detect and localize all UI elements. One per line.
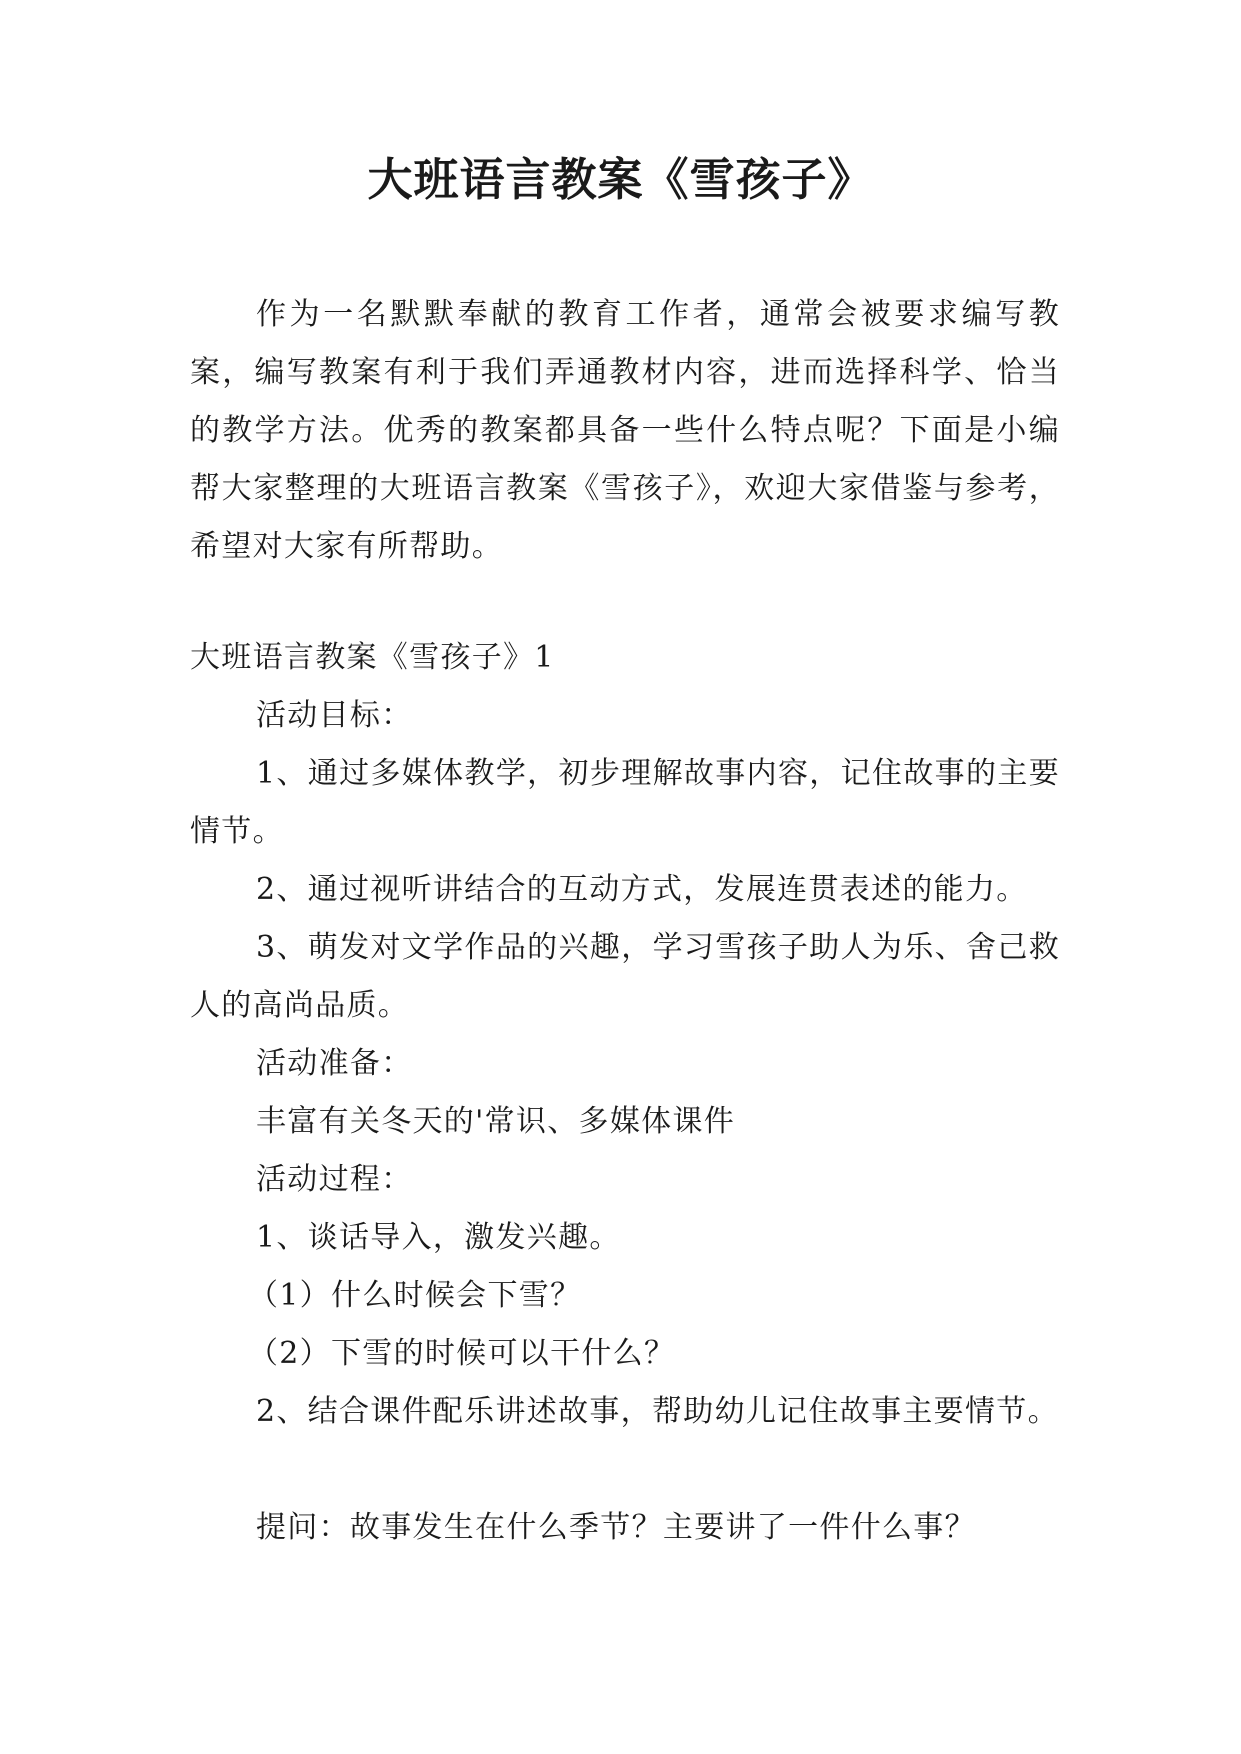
goal-item-2: 2、通过视听讲结合的互动方式，发展连贯表述的能力。 bbox=[256, 872, 1028, 907]
process-step-1: 1、谈话导入，激发兴趣。 bbox=[256, 1220, 621, 1255]
question-prompt: 提问：故事发生在什么季节？主要讲了一件什么事？ bbox=[256, 1510, 976, 1545]
goal-item-1: 1、通过多媒体教学，初步理解故事内容，记住故事的主要情节。 bbox=[190, 756, 1060, 849]
goals-label: 活动目标： bbox=[256, 698, 413, 733]
goal-item-3: 3、萌发对文学作品的兴趣，学习雪孩子助人为乐、舍己救人的高尚品质。 bbox=[190, 930, 1060, 1023]
question-1: （1）什么时候会下雪？ bbox=[248, 1278, 582, 1313]
section-heading: 大班语言教案《雪孩子》1 bbox=[190, 640, 555, 675]
process-step-2: 2、结合课件配乐讲述故事，帮助幼儿记住故事主要情节。 bbox=[256, 1394, 1059, 1429]
preparation-text: 丰富有关冬天的'常识、多媒体课件 bbox=[256, 1104, 736, 1139]
preparation-label: 活动准备： bbox=[256, 1046, 413, 1081]
document-title: 大班语言教案《雪孩子》 bbox=[367, 153, 874, 206]
question-2: （2）下雪的时候可以干什么？ bbox=[248, 1336, 676, 1371]
intro-paragraph: 作为一名默默奉献的教育工作者，通常会被要求编写教案，编写教案有利于我们弄通教材内容，进而选择科学、恰当的教学方法。优秀的教案都具备一些什么特点呢？下面是小编帮大家整理的大班语言教案《雪孩子》，欢迎大家借鉴与参考，希望对大家有所帮助。 bbox=[190, 297, 1060, 564]
process-label: 活动过程： bbox=[256, 1162, 413, 1197]
